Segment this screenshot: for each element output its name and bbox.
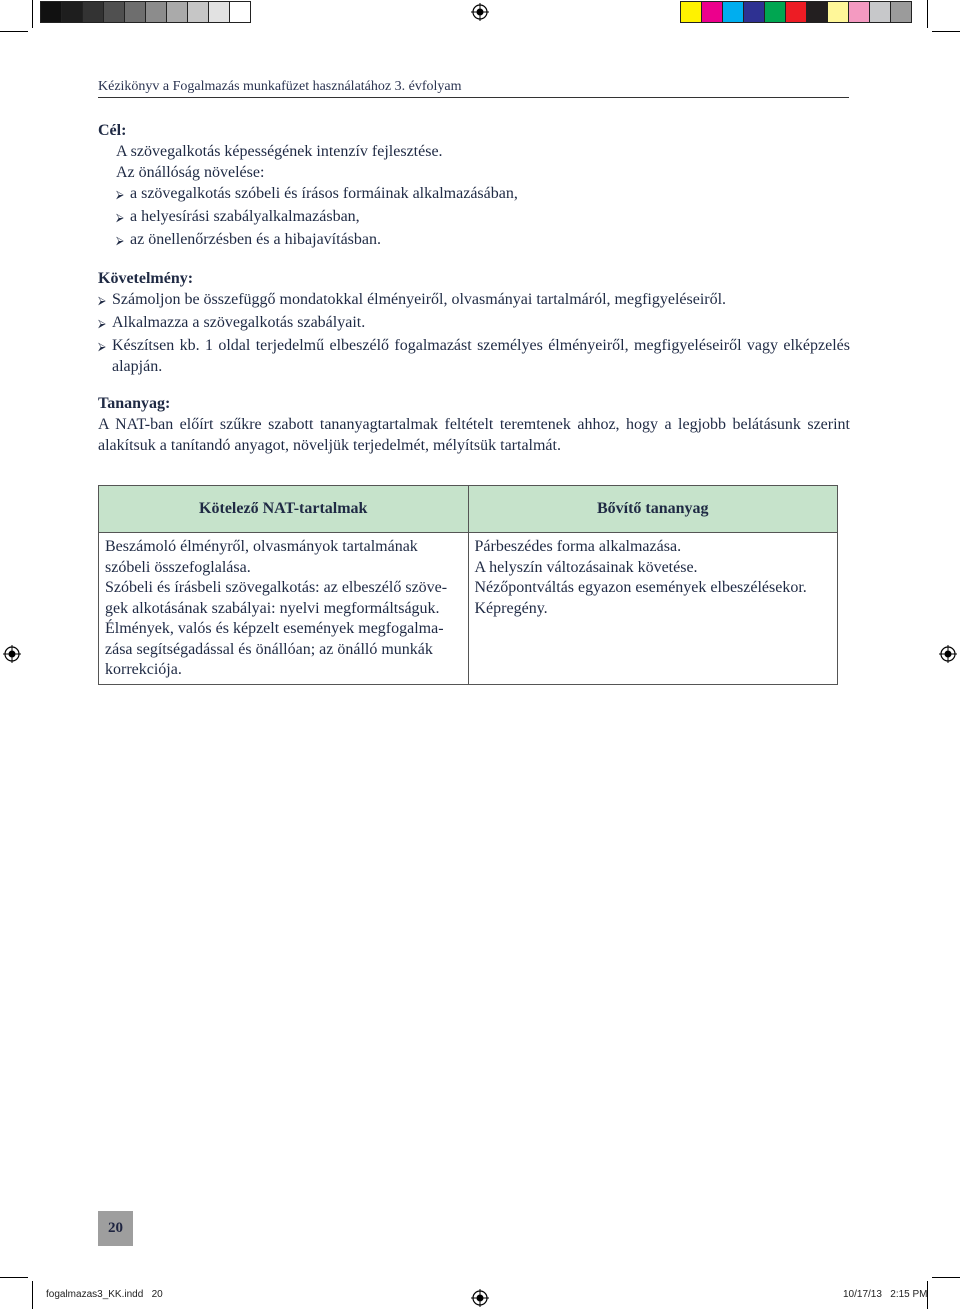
crop-mark — [0, 31, 28, 32]
table-cell-mandatory — [99, 533, 469, 685]
color-swatch — [891, 2, 911, 22]
color-swatch — [744, 2, 765, 22]
cell-line: szóbeli összefoglalása. — [105, 558, 251, 576]
section-cel — [98, 120, 850, 252]
process-color-bar — [680, 1, 912, 23]
color-swatch — [83, 2, 104, 22]
cell-line: korrekciója. — [105, 661, 182, 678]
color-swatch — [849, 2, 870, 22]
arrow-bullet-icon: ⮚ — [116, 235, 124, 247]
list-item — [116, 229, 850, 252]
cell-line: gek alkotásának szabályai: nyelvi megformáltságuk. — [105, 599, 440, 617]
list-item-text: Alkalmazza a szövegalkotás szabályait. — [112, 314, 366, 331]
grayscale-color-bar — [40, 1, 251, 23]
crop-mark — [0, 1277, 28, 1278]
color-swatch — [807, 2, 828, 22]
crop-mark — [32, 1281, 33, 1309]
list-item — [98, 335, 850, 377]
crop-mark — [32, 0, 33, 28]
arrow-bullet-icon: ⮚ — [98, 295, 106, 307]
color-swatch — [828, 2, 849, 22]
bullet-list — [98, 289, 850, 377]
cell-line: Párbeszédes forma alkalmazása. — [474, 538, 682, 555]
running-header: Kézikönyv a Fogalmazás munkafüzet használatához 3. évfolyam — [98, 79, 849, 98]
color-swatch — [681, 2, 702, 22]
registration-mark-icon — [471, 3, 489, 21]
arrow-bullet-icon: ⮚ — [116, 212, 124, 224]
list-item-text: az önellenőrzésben és a hibajavításban. — [130, 231, 381, 248]
color-swatch — [786, 2, 807, 22]
crop-mark — [932, 1277, 960, 1278]
color-swatch — [41, 2, 62, 22]
cell-line: zása segítségadással és önállóan; az önálló munkák — [105, 640, 433, 658]
paragraph: Az önállóság növelése: — [116, 164, 265, 181]
arrow-bullet-icon: ⮚ — [116, 189, 124, 201]
list-item — [116, 183, 850, 206]
color-swatch — [62, 2, 83, 22]
registration-mark-icon — [939, 645, 957, 663]
arrow-bullet-icon: ⮚ — [98, 318, 106, 330]
table-row — [99, 533, 838, 685]
color-swatch — [104, 2, 125, 22]
arrow-bullet-icon: ⮚ — [98, 341, 106, 353]
registration-mark-icon — [471, 1289, 489, 1307]
list-item-text: a helyesírási szabályalkalmazásban, — [130, 208, 360, 225]
cell-line: Nézőpontváltás egyazon események elbeszélésekor. — [474, 579, 807, 596]
color-swatch — [230, 2, 250, 22]
table-cell-extension — [468, 533, 838, 685]
paragraph: A szövegalkotás képességének intenzív fejlesztése. — [116, 143, 443, 160]
crop-mark — [927, 0, 928, 28]
color-swatch — [765, 2, 786, 22]
cell-line: Képregény. — [474, 599, 548, 617]
color-swatch — [188, 2, 209, 22]
list-item — [98, 312, 850, 335]
cell-line: Szóbeli és írásbeli szövegalkotás: az elbeszélő szöve- — [105, 579, 448, 596]
registration-mark-icon — [3, 645, 21, 663]
color-swatch — [125, 2, 146, 22]
list-item — [116, 206, 850, 229]
cell-line: Beszámoló élményről, olvasmányok tartalmának — [105, 538, 418, 555]
color-swatch — [702, 2, 723, 22]
page-number: 20 — [98, 1211, 133, 1246]
list-item — [98, 289, 850, 312]
crop-mark — [932, 31, 960, 32]
list-item-text: Készítsen kb. 1 oldal terjedelmű elbeszélő fogalmazást személyes élményeiről, megfigyeléseiről vagy elképzelés alapján. — [112, 337, 850, 375]
color-swatch — [723, 2, 744, 22]
color-swatch — [167, 2, 188, 22]
cell-line: A helyszín változásainak követése. — [474, 558, 698, 576]
footer-date: 10/17/13 2:15 PM — [843, 1289, 928, 1300]
section-title: Követelmény: — [98, 270, 194, 287]
section-tananyag — [98, 393, 850, 456]
cell-line: Élmények, valós és képzelt események megfogalma- — [105, 620, 444, 637]
footer-file-name: fogalmazas3_KK.indd 20 — [46, 1289, 163, 1300]
list-item-text: a szövegalkotás szóbeli és írásos formáinak alkalmazásában, — [130, 185, 518, 202]
curriculum-table — [98, 485, 838, 685]
bullet-list — [98, 183, 850, 252]
section-title: Tananyag: — [98, 395, 171, 412]
list-item-text: Számoljon be összefüggő mondatokkal élményeiről, olvasmányai tartalmáról, megfigyeléseiről. — [112, 291, 727, 308]
section-title: Cél: — [98, 122, 127, 139]
column-header-mandatory: Kötelező NAT-tartalmak — [99, 486, 469, 533]
color-swatch — [870, 2, 891, 22]
section-kovetelmeny — [98, 268, 850, 377]
color-swatch — [146, 2, 167, 22]
column-header-extension: Bővítő tananyag — [468, 486, 838, 533]
color-swatch — [209, 2, 230, 22]
table-header-row — [99, 486, 838, 533]
main-content — [98, 120, 850, 456]
paragraph: A NAT-ban előírt szűkre szabott tananyagtartalmak feltételt teremtenek ahhoz, hogy a legjobb belátásunk szerint alakítsuk a tanítandó anyagot, növeljük terjedelmét, mélyítsük tartalmát. — [98, 416, 850, 454]
